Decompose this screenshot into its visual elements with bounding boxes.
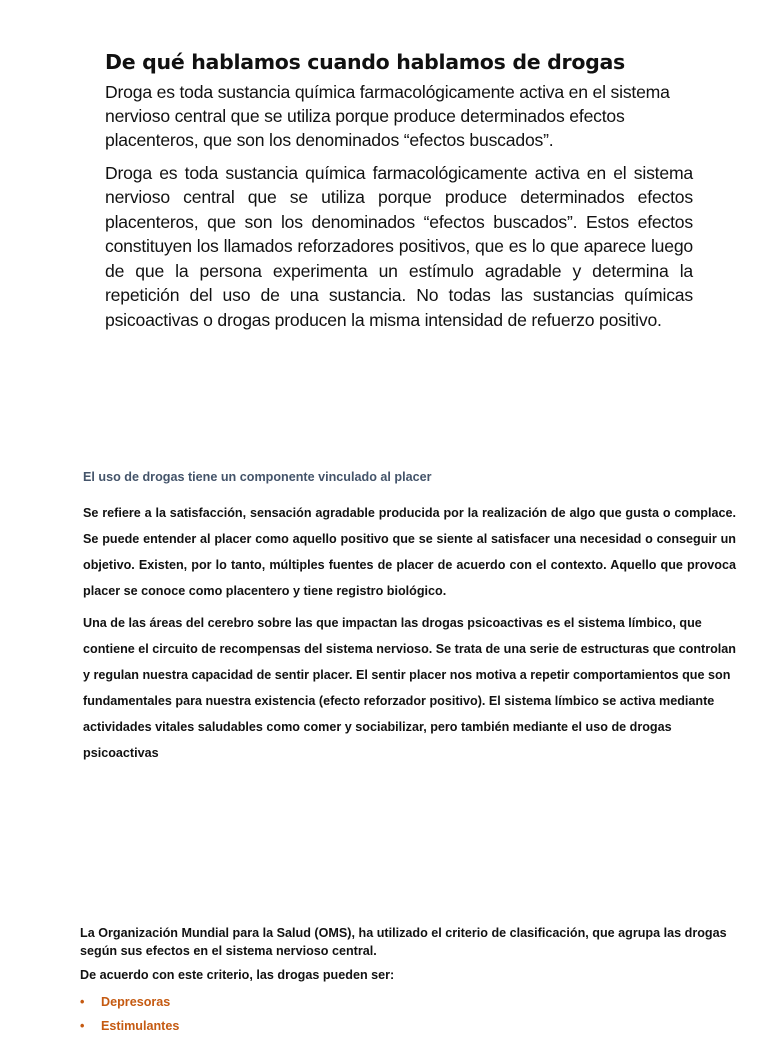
intro-paragraph: Droga es toda sustancia química farmacológicamente activa en el sistema nervioso central que se utiliza porque produce determinados efectos placenteros, que son los denominados “efectos buscados”. [105,82,670,151]
classification-intro: De acuerdo con este criterio, las drogas pueden ser: [80,968,395,982]
pleasure-paragraph-2: Una de las áreas del cerebro sobre las que impactan las drogas psicoactivas es el sistema límbico, que contiene el circuito de recompensas del sistema nervioso. Se trata de una serie de estructuras que controlan y regulan nuestra capacidad de sentir placer. El sentir placer nos motiva a repetir comportamientos que son fundamentales para nuestra existencia (efecto reforzador positivo). El sistema límbico se activa mediante actividades vitales saludables como comer y sociabilizar, pero también mediante el uso de drogas psicoactivas [83,616,736,760]
list-item-label: Estimulantes [101,1019,180,1033]
page-title: De qué hablamos cuando hablamos de drogas [105,50,625,74]
section-definition [105,50,693,332]
list-item [80,990,740,1014]
list-item-label: Depresoras [101,995,171,1009]
pleasure-paragraph-1: Se refiere a la satisfacción, sensación agradable producida por la realización de algo que gusta o complace. Se puede entender al placer como aquello positivo que se siente al satisfacer una necesidad o conseguir un objetivo. Existen, por lo tanto, múltiples fuentes de placer de acuerdo con el contexto. Aquello que provoca placer se conoce como placentero y tiene registro biológico. [83,506,736,598]
drug-types-list [80,990,740,1038]
list-item [80,1014,740,1038]
pleasure-heading: El uso de drogas tiene un componente vinculado al placer [83,470,432,484]
classification-paragraph: La Organización Mundial para la Salud (OMS), ha utilizado el criterio de clasificación, que agrupa las drogas según sus efectos en el sistema nervioso central. [80,926,727,958]
definition-paragraph: Droga es toda sustancia química farmacológicamente activa en el sistema nervioso central que se utiliza porque produce determinados efectos placenteros, que son los denominados “efectos buscados”. Estos efectos constituyen los llamados reforzadores positivos, que es lo que aparece luego de que la persona experimenta un estímulo agradable y determina la repetición del uso de una sustancia. No todas las sustancias químicas psicoactivas o drogas producen la misma intensidad de refuerzo positivo. [105,162,693,330]
section-pleasure [83,470,736,766]
bullet-icon: • [80,1019,85,1033]
bullet-icon: • [80,995,85,1009]
section-classification [80,924,740,1038]
